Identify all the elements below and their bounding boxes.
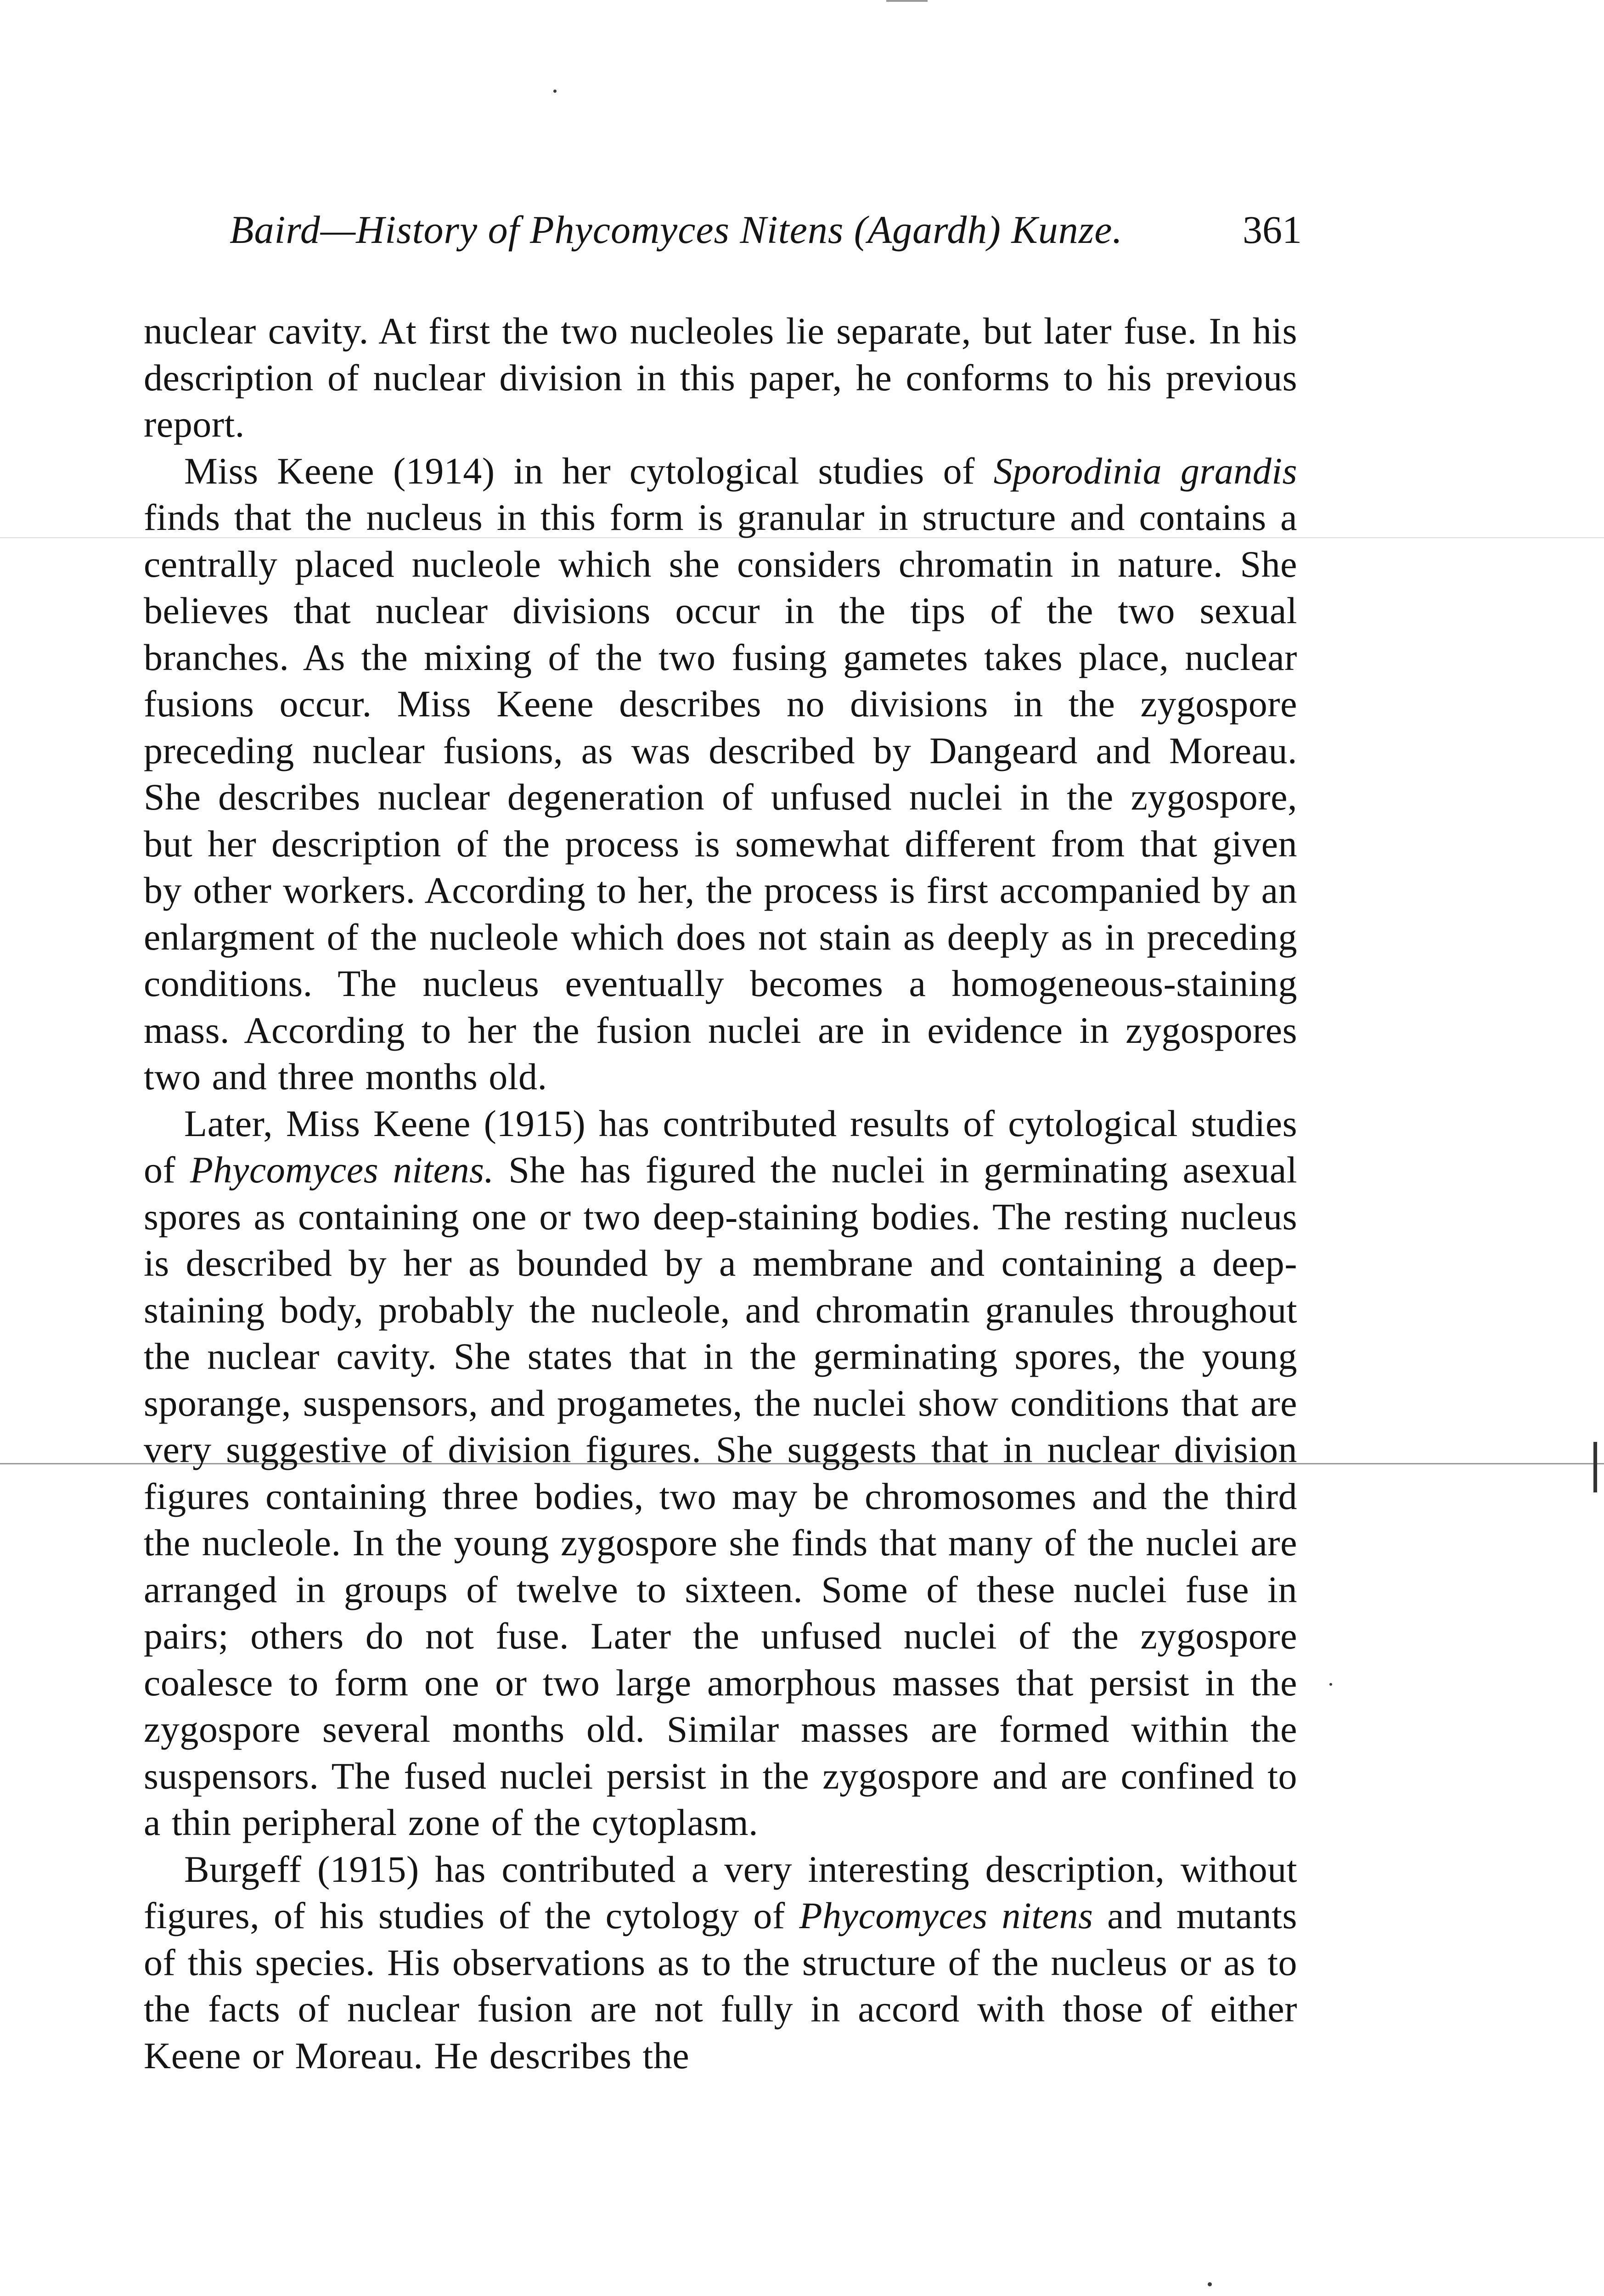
paragraph-text: She has figured the nuclei in germinating asexual spores as containing one or two deep-staining bodies. The resting nucleus is described by her as bounded by a membrane and containing a deep-staining body, probably the nucleole, and chromatin granules throughout the nuclear cavity. She states that in the germinating spores, the young sporange, suspensors, and progametes, the nuclei show conditions that are very suggestive of division figures. She suggests that in nuclear division figures containing three bodies, two may be chromosomes and the third the nucleole. In the young zygospore she finds that many of the nuclei are arranged in groups of twelve to sixteen. Some of these nuclei fuse in pairs; others do not fuse. Later the unfused nuclei of the zygospore coalesce to form one or two large amorphous masses that persist in the zygospore several months old. Similar masses are formed within the suspensors. The fused nuclei persist in the zygospore and are confined to a thin peripheral zone of the cytoplasm. xyxy=(144,1149,1297,1843)
paragraph-keene-1914 xyxy=(144,448,1297,1100)
scan-speck xyxy=(553,90,557,93)
running-header xyxy=(230,202,1302,257)
paragraph-burgeff-1915 xyxy=(144,1846,1297,2079)
paragraph-text: and mutants of this species. His observations as to the structure of the nucleus or as to the facts of nuclear fusion are not fully in accord with those of either Keene or Moreau. He describes the xyxy=(144,1895,1297,2077)
scan-speck xyxy=(1329,1683,1332,1686)
paragraph-text: Burgeff (1915) has contributed a very interesting description, without figures, of his studies of the cytology of xyxy=(144,1848,1297,1936)
page-number: 361 xyxy=(1243,208,1302,252)
species-name: Phycomyces nitens xyxy=(799,1895,1093,1936)
paragraph-text: nuclear cavity. At first the two nucleoles lie separate, but later fuse. In his description of nuclear division in this paper, he conforms to his previous report. xyxy=(144,310,1297,445)
paragraph-text: Miss Keene (1914) in her cytological studies of xyxy=(184,450,994,492)
species-name: Sporodinia grandis xyxy=(993,450,1297,492)
body-text xyxy=(144,308,1297,2079)
paragraph-continuation xyxy=(144,308,1297,448)
species-name: Phycomyces nitens. xyxy=(190,1149,494,1191)
scan-speck xyxy=(1208,2282,1212,2286)
scan-edge-mark-right xyxy=(1593,1442,1597,1492)
paragraph-text: finds that the nucleus in this form is granular in structure and contains a centrally placed nucleole which she considers chromatin in nature. She believes that nuclear divisions occur in the tips of the two sexual branches. As the mixing of the two fusing gametes takes place, nuclear fusions occur. Miss Keene describes no divisions in the zygospore preceding nuclear fusions, as was described by Dangeard and Moreau. She describes nuclear degeneration of unfused nuclei in the zygospore, but her description of the process is somewhat different from that given by other workers. According to her, the process is first accompanied by an enlargment of the nucleole which does not stain as deeply as in preceding conditions. The nucleus eventually becomes a homogeneous-staining mass. According to her the fusion nuclei are in evidence in zygospores two and three months old. xyxy=(144,496,1297,1097)
running-title: Baird—History of Phycomyces Nitens (Agardh) Kunze. xyxy=(230,208,1123,252)
paragraph-text: Later, Miss Keene (1915) has contributed results of cytological studies of xyxy=(144,1102,1297,1191)
paragraph-keene-1915 xyxy=(144,1100,1297,1846)
scan-edge-mark-top xyxy=(886,0,928,2)
